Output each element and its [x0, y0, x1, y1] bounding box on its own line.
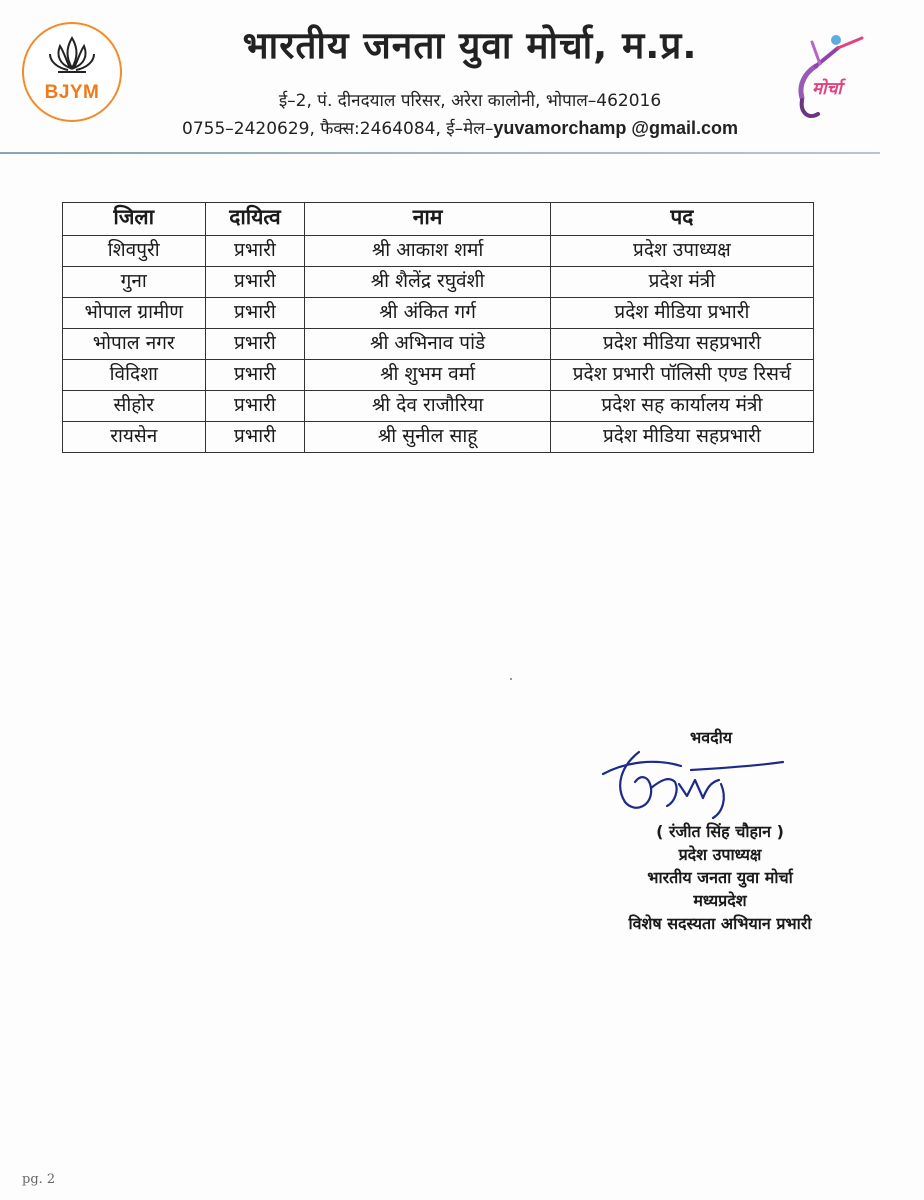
cell-name: श्री अभिनाव पांडे [305, 329, 550, 360]
cell-post: प्रदेश प्रभारी पॉलिसी एण्ड रिसर्च [550, 360, 813, 391]
header-divider [0, 152, 880, 154]
cell-duty: प्रभारी [205, 236, 305, 267]
cell-district: विदिशा [63, 360, 206, 391]
cell-name: श्री शैलेंद्र रघुवंशी [305, 267, 550, 298]
signer-post: प्रदेश उपाध्यक्ष [678, 845, 762, 864]
cell-duty: प्रभारी [205, 391, 305, 422]
cell-post: प्रदेश मीडिया सहप्रभारी [550, 329, 813, 360]
cell-post: प्रदेश मंत्री [550, 267, 813, 298]
lotus-icon [24, 24, 120, 120]
assignment-table [62, 202, 814, 453]
bjym-logo [22, 22, 122, 122]
org-title: भारतीय जनता युवा मोर्चा, म.प्र. [242, 24, 698, 67]
header-name: नाम [305, 203, 550, 236]
email-address: yuvamorchamp @gmail.com [493, 118, 738, 138]
signer-organization: भारतीय जनता युवा मोर्चा [647, 868, 793, 887]
table-row [63, 236, 814, 267]
cell-name: श्री आकाश शर्मा [305, 236, 550, 267]
table-row [63, 267, 814, 298]
logo-right-text: मोर्चा [812, 79, 842, 99]
cell-name: श्री अंकित गर्ग [305, 298, 550, 329]
cell-post: प्रदेश सह कार्यालय मंत्री [550, 391, 813, 422]
cell-post: प्रदेश मीडिया सहप्रभारी [550, 422, 813, 453]
cell-district: शिवपुरी [63, 236, 206, 267]
cell-duty: प्रभारी [205, 422, 305, 453]
yuva-morcha-logo [772, 28, 892, 128]
cell-name: श्री देव राजौरिया [305, 391, 550, 422]
cell-duty: प्रभारी [205, 298, 305, 329]
cell-name: श्री सुनील साहू [305, 422, 550, 453]
contact-details: 0755–2420629, फैक्स:2464084, ई–मेल– [182, 119, 494, 139]
cell-post: प्रदेश उपाध्यक्ष [550, 236, 813, 267]
cell-district: गुना [63, 267, 206, 298]
logo-text: BJYM [44, 82, 100, 103]
org-contact [90, 116, 830, 139]
cell-duty: प्रभारी [205, 267, 305, 298]
org-address: ई–2, पं. दीनदयाल परिसर, अरेरा कालोनी, भोपाल–462016 [278, 91, 662, 111]
signer-state: मध्यप्रदेश [693, 891, 747, 910]
page-number: pg. 2 [22, 1172, 56, 1187]
signer-name: ( रंजीत सिंह चौहान ) [656, 822, 784, 841]
header-post: पद [550, 203, 813, 236]
cell-district: भोपाल ग्रामीण [63, 298, 206, 329]
cell-name: श्री शुभम वर्मा [305, 360, 550, 391]
cell-duty: प्रभारी [205, 360, 305, 391]
signer-details [590, 820, 850, 935]
cell-post: प्रदेश मीडिया प्रभारी [550, 298, 813, 329]
table-row [63, 329, 814, 360]
cell-district: भोपाल नगर [63, 329, 206, 360]
table-row [63, 360, 814, 391]
closing-salutation: भवदीय [690, 728, 733, 747]
header-duty: दायित्व [205, 203, 305, 236]
cell-district: रायसेन [63, 422, 206, 453]
table-row [63, 298, 814, 329]
cell-district: सीहोर [63, 391, 206, 422]
header-district: जिला [63, 203, 206, 236]
handwritten-signature [595, 740, 795, 830]
signer-role: विशेष सदस्यता अभियान प्रभारी [628, 914, 812, 933]
paper-speck [510, 678, 512, 680]
cell-duty: प्रभारी [205, 329, 305, 360]
table-header-row [63, 203, 814, 236]
table-row [63, 391, 814, 422]
table-row [63, 422, 814, 453]
